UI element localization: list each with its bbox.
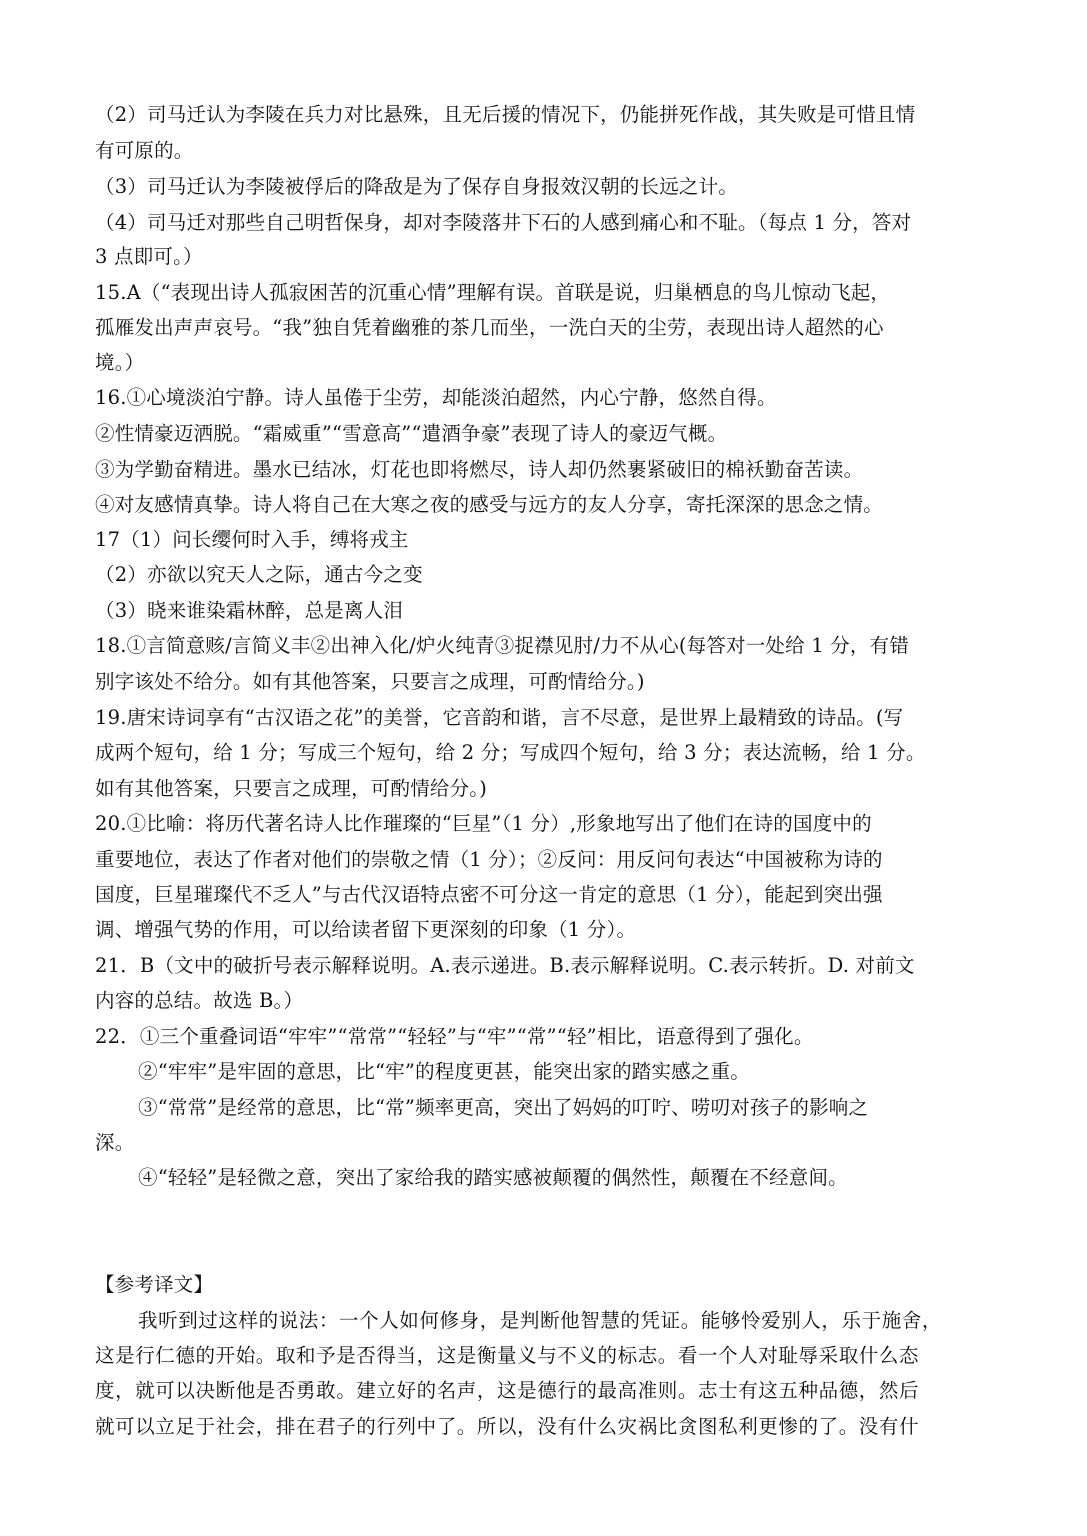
answer-line: ③“常常”是经常的意思，比“常”频率更高，突出了妈妈的叮咛、唠叨对孩子的影响之 <box>138 1096 869 1119</box>
answer-line: 孤雁发出声声哀号。“我”独自凭着幽雅的茶几而坐，一洗白天的尘劳，表现出诗人超然的心 <box>95 316 884 339</box>
answer-line: ④“轻轻”是轻微之意，突出了家给我的踏实感被颠覆的偶然性，颠覆在不经意间。 <box>138 1166 848 1189</box>
question-19-answer: 19.唐宋诗词享有“古汉语之花”的美誉，它音韵和谐，言不尽意，是世界上最精致的诗品。(写 <box>95 706 904 729</box>
answer-line: 国度，巨星璀璨代不乏人”与古代汉语特点密不可分这一肯定的意思（1 分），能起到突出强 <box>95 883 883 906</box>
answer-line: 境。） <box>95 351 145 374</box>
answer-line: ②性情豪迈洒脱。“霜威重”“雪意高”“遣酒争豪”表现了诗人的豪迈气概。 <box>95 422 728 445</box>
answer-line: 如有其他答案，只要言之成理，可酌情给分。) <box>95 777 488 800</box>
answer-line: ②“牢牢”是牢固的意思，比“牢”的程度更甚，能突出家的踏实感之重。 <box>138 1060 750 1083</box>
translation-line: 我听到过这样的说法：一个人如何修身，是判断他智慧的凭证。能够怜爱别人，乐于施舍， <box>138 1309 943 1332</box>
answer-line: 有可原的。 <box>95 139 194 162</box>
question-16-answer: 16.①心境淡泊宁静。诗人虽倦于尘劳，却能淡泊超然，内心宁静，悠然自得。 <box>95 386 777 409</box>
translation-line: 度，就可以决断他是否勇敢。建立好的名声，这是德行的最高准则。志士有这五种品德，然后 <box>95 1379 920 1402</box>
answer-line: （3）晓来谁染霜林醉，总是离人泪 <box>95 599 404 622</box>
answer-line: （2）亦欲以究天人之际，通古今之变 <box>95 563 423 586</box>
translation-heading: 【参考译文】 <box>95 1273 214 1296</box>
answer-line: 深。 <box>95 1131 135 1154</box>
translation-line: 这是行仁德的开始。取和予是否得当，这是衡量义与不义的标志。看一个人对耻辱采取什么态 <box>95 1344 920 1367</box>
answer-line: 重要地位，表达了作者对他们的崇敬之情（1 分）；②反问：用反问句表达“中国被称为诗的 <box>95 848 883 871</box>
answer-line: （2）司马迁认为李陵在兵力对比悬殊，且无后援的情况下，仍能拼死作战，其失败是可惜且情 <box>95 103 916 126</box>
answer-line: （4）司马迁对那些自己明哲保身，却对李陵落井下石的人感到痛心和不耻。（每点 1 分，答对 <box>95 211 912 234</box>
question-20-answer: 20.①比喻：将历代著名诗人比作璀璨的“巨星”（1 分）,形象地写出了他们在诗的国度中的 <box>95 812 872 835</box>
answer-line: 成两个短句，给 1 分；写成三个短句，给 2 分；写成四个短句，给 3 分；表达流畅，给 1 分。 <box>95 741 926 764</box>
answer-line: （3）司马迁认为李陵被俘后的降敌是为了保存自身报效汉朝的长远之计。 <box>95 175 739 198</box>
answer-line: ③为学勤奋精进。墨水已结冰，灯花也即将燃尽，诗人却仍然裹紧破旧的棉袄勤奋苦读。 <box>95 458 864 481</box>
question-17-answer: 17（1）问长缨何时入手，缚将戎主 <box>95 528 409 551</box>
translation-line: 就可以立足于社会，排在君子的行列中了。所以，没有什么灾祸比贪图私利更惨的了。没有什 <box>95 1415 920 1438</box>
question-18-answer: 18.①言简意赅/言简义丰②出神入化/炉火纯青③捉襟见肘/力不从心(每答对一处给 1 分，有错 <box>95 634 910 657</box>
answer-line: 3 点即可。） <box>95 245 203 268</box>
question-15-answer: 15.A（“表现出诗人孤寂困苦的沉重心情”理解有误。首联是说，归巢栖息的鸟儿惊动飞起， <box>95 281 891 304</box>
question-22-answer: 22．①三个重叠词语“牢牢”“常常”“轻轻”与“牢”“常”“轻”相比，语意得到了强化。 <box>95 1025 814 1048</box>
answer-line: ④对友感情真挚。诗人将自己在大寒之夜的感受与远方的友人分享，寄托深深的思念之情。 <box>95 493 884 516</box>
answer-line: 调、增强气势的作用，可以给读者留下更深刻的印象（1 分）。 <box>95 918 637 941</box>
answer-line: 别字该处不给分。如有其他答案，只要言之成理，可酌情给分。) <box>95 670 645 693</box>
question-21-answer: 21．B（文中的破折号表示解释说明。A.表示递进。B.表示解释说明。C.表示转折。D. 对前文 <box>95 954 915 977</box>
answer-line: 内容的总结。故选 B。） <box>95 989 304 1012</box>
